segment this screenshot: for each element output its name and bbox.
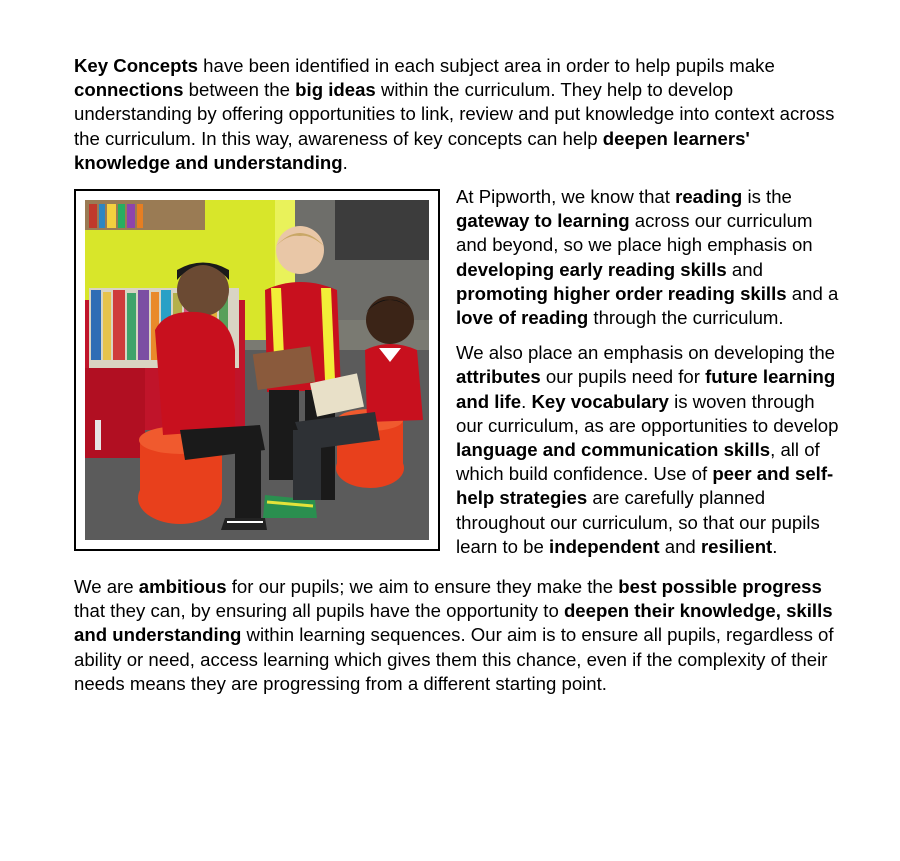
- document-page: [74, 54, 844, 696]
- paragraph-reading: At Pipworth, we know that reading is the gateway to learning across our curriculum and beyond, so we place high emphasis on developing early reading skills and promoting higher order reading skills and a love of reading through the curriculum.: [456, 186, 839, 329]
- children-reading-photo: [85, 200, 429, 540]
- paragraph-key-concepts: Key Concepts have been identified in each subject area in order to help pupils make connections between the big ideas within the curriculum. They help to develop understanding by offering opportunities to link, review and put knowledge into context across the curriculum. In this way, awareness of key concepts can help deepen learners' knowledge and understanding.: [74, 55, 835, 173]
- paragraph-ambitious: We are ambitious for our pupils; we aim to ensure they make the best possible progress that they can, by ensuring all pupils have the opportunity to deepen their knowledge, skills and understanding within learning sequences. Our aim is to ensure all pupils, regardless of ability or need, access learning which gives them this chance, even if the complexity of their needs means they are progressing from a different starting point.: [74, 576, 834, 694]
- paragraph-attributes: We also place an emphasis on developing the attributes our pupils need for future learning and life. Key vocabulary is woven through our curriculum, as are opportunities to develop language and communication skills, all of which build confidence. Use of peer and self-help strategies are carefully planned throughout our curriculum, so that our pupils learn to be independent and resilient.: [456, 342, 839, 557]
- photo-frame: [74, 189, 440, 551]
